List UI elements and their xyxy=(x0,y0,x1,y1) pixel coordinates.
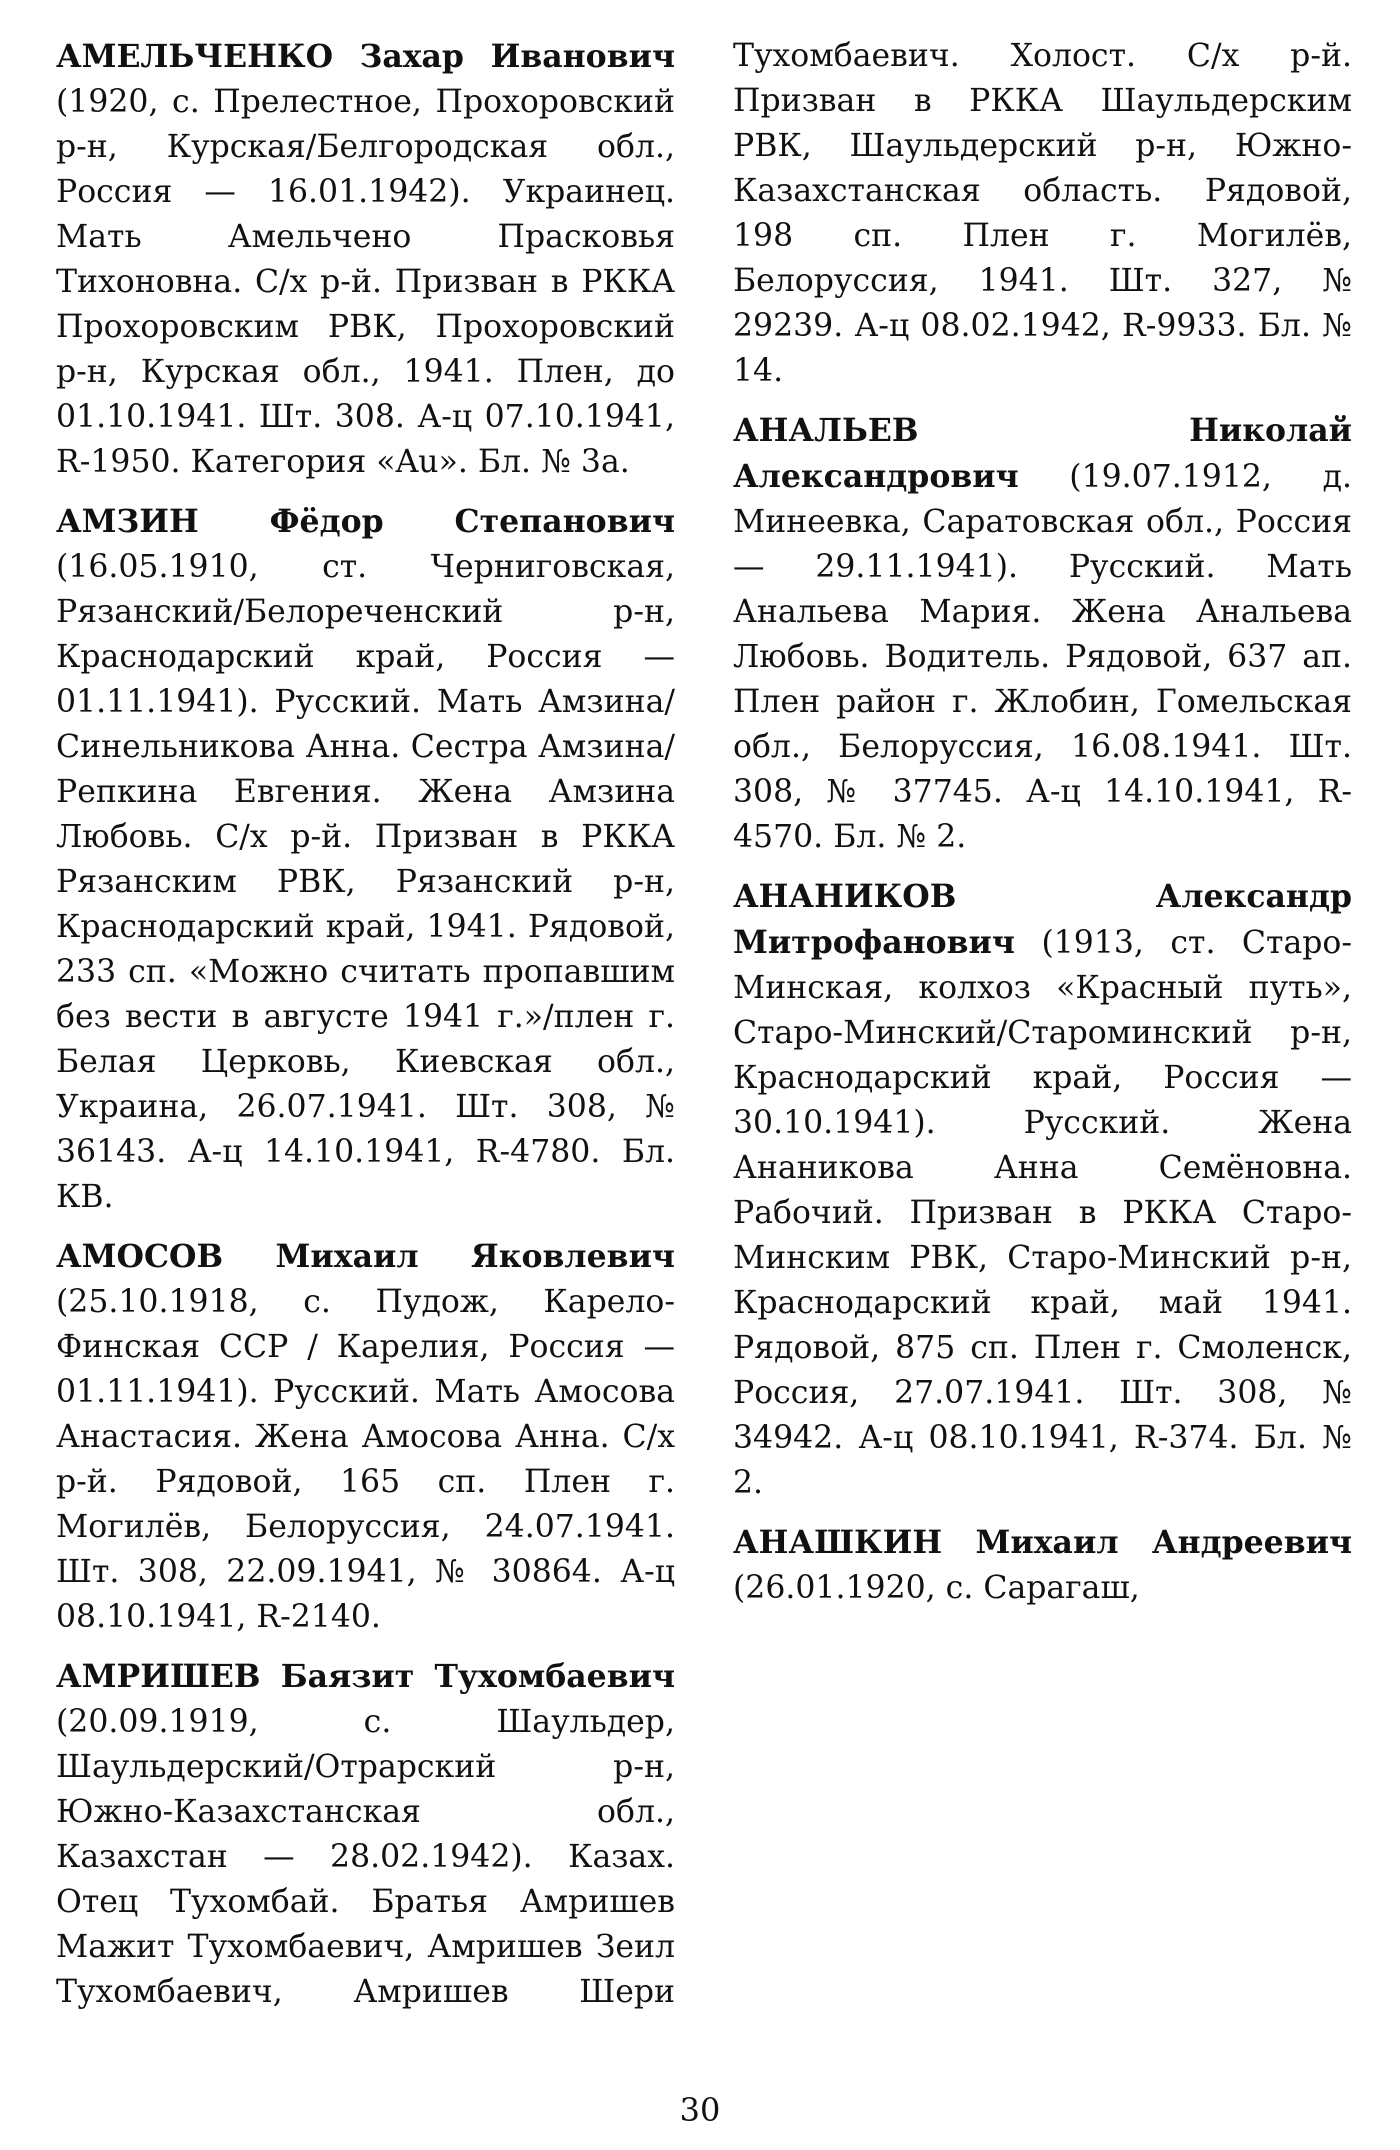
entry-name: АМЕЛЬЧЕНКО Захар Иванович xyxy=(56,38,675,75)
entry-amzin xyxy=(56,499,675,1220)
entry-text: (19.07.1912, д. Минеевка, Саратовская обл., Россия — 29.11.1941). Русский. Мать Анальева Мария. Жена Анальева Любовь. Водитель. Рядовой, 637 ап. Плен район г. Жлобин, Гомельская обл., Белоруссия, 16.08.1941. Шт. 308, № 37745. А-ц 14.10.1941, R-4570. Бл. № 2. xyxy=(733,459,1352,855)
entry-ananikov xyxy=(733,874,1352,1506)
entry-name: АМОСОВ Михаил Яковлевич xyxy=(56,1238,675,1275)
page-number: 30 xyxy=(679,2091,721,2129)
entry-anashkin xyxy=(733,1520,1352,1611)
entry-amelchenko xyxy=(56,34,675,485)
entry-name: АНАШКИН Михаил Андреевич xyxy=(733,1524,1352,1561)
entry-text: (20.09.1919, с. Шаульдер, Шаульдерский/Отрарский р-н, Южно-Казахстанская обл., Казахстан — 28.02.1942). Казах. Отец Тухомбай. Братья Амришев Мажит Тухомбаевич, Амришев Зеил Тухомбаевич, Амришев Шери Тухомбаевич. Холост. С/х р-й. Призван в РККА Шаульдерским РВК, Шаульдерский р-н, Южно-Казахстанская область. Рядовой, 198 сп. Плен г. Могилёв, Белоруссия, 1941. Шт. 327, № 29239. А-ц 08.02.1942, R-9933. Бл. № 14. xyxy=(56,38,1352,2010)
entry-text: (1913, ст. Старо-Минская, колхоз «Красный путь», Старо-Минский/Староминский р-н, Краснодарский край, Россия — 30.10.1941). Русский. Жена Ананикова Анна Семёновна. Рабочий. Призван в РККА Старо-Минским РВК, Старо-Минский р-н, Краснодарский край, май 1941. Рядовой, 875 сп. Плен г. Смоленск, Россия, 27.07.1941. Шт. 308, № 34942. А-ц 08.10.1941, R-374. Бл. № 2. xyxy=(733,925,1352,1501)
entry-text: (16.05.1910, ст. Черниговская, Рязанский/Белореченский р-н, Краснодарский край, Россия — 01.11.1941). Русский. Мать Амзина/Синельникова Анна. Сестра Амзина/Репкина Евгения. Жена Амзина Любовь. С/х р-й. Призван в РККА Рязанским РВК, Рязанский р-н, Краснодарский край, 1941. Рядовой, 233 сп. «Можно считать пропавшим без вести в августе 1941 г.»/плен г. Белая Церковь, Киевская обл., Украина, 26.07.1941. Шт. 308, № 36143. А-ц 14.10.1941, R-4780. Бл. КВ. xyxy=(56,549,675,1215)
entry-name: АМЗИН Фёдор Степанович xyxy=(56,503,675,540)
entry-text: (25.10.1918, с. Пудож, Карело-Финская ССР / Карелия, Россия — 01.11.1941). Русский. Мать Амосова Анастасия. Жена Амосова Анна. С/х р-й. Рядовой, 165 сп. Плен г. Могилёв, Белоруссия, 24.07.1941. Шт. 308, 22.09.1941, № 30864. А-ц 08.10.1941, R-2140. xyxy=(56,1284,675,1635)
entry-text: (1920, с. Прелестное, Прохоровский р-н, Курская/Белгородская обл., Россия — 16.01.1942). Украинец. Мать Амельчено Прасковья Тихоновна. С/х р-й. Призван в РККА Прохоровским РВК, Прохоровский р-н, Курская обл., 1941. Плен, до 01.10.1941. Шт. 308. А-ц 07.10.1941, R-1950. Категория «Au». Бл. № 3а. xyxy=(56,84,675,480)
entry-amosov xyxy=(56,1234,675,1640)
entry-text: (26.01.1920, с. Сарагаш, xyxy=(733,1570,1140,1606)
two-column-text xyxy=(56,34,1352,2050)
entry-name: АМРИШЕВ Баязит Тухомбаевич xyxy=(56,1658,675,1695)
entry-name: АНАЛЬЕВ Николай Александрович xyxy=(733,412,1352,495)
entry-analev xyxy=(733,408,1352,860)
entry-name: АНАНИКОВ Александр Митрофанович xyxy=(733,878,1352,961)
